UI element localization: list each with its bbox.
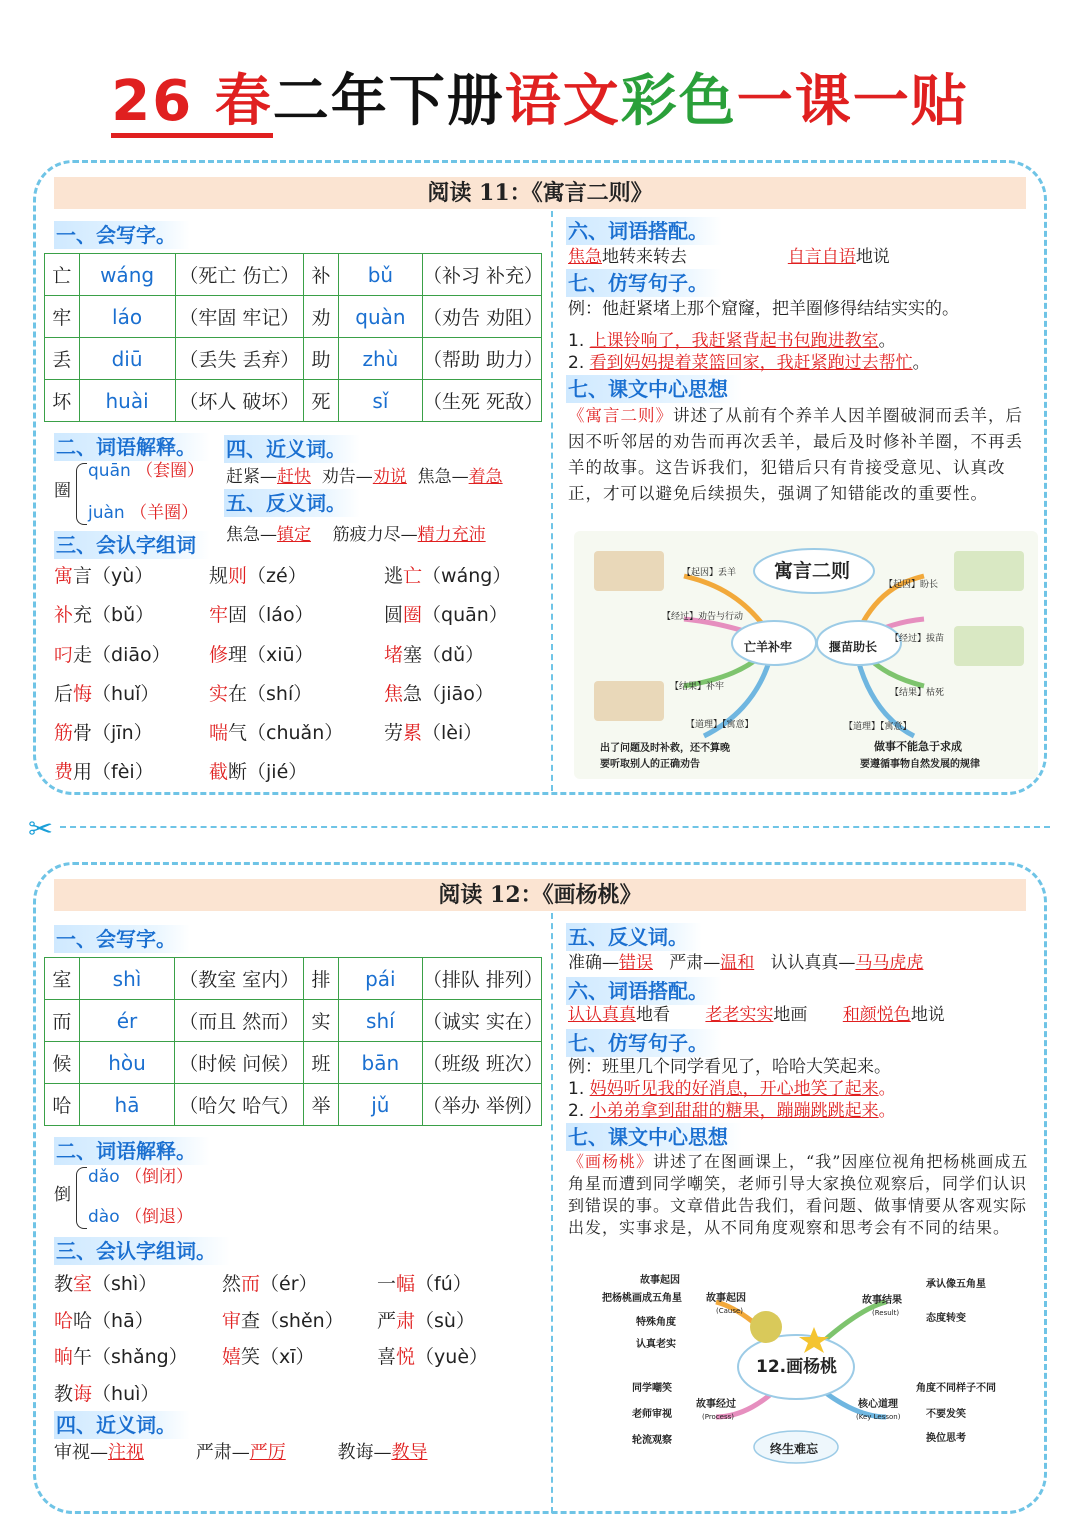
write-char: 牢	[45, 296, 80, 338]
recognize-word: 焦急（jiāo）	[384, 682, 494, 705]
l11-mm-title: 寓言二则	[774, 560, 851, 582]
l11-collocations: 焦急地转来转去 自言自语地说	[568, 247, 890, 267]
write-char: 补	[304, 254, 339, 296]
l11-antonyms: 焦急—镇定 筋疲力尽—精力充沛	[226, 525, 486, 545]
l12-idea: 《画杨桃》讲述了在图画课上，“我”因座位视角把杨桃画成五角星而遭到同学嘲笑，老师引导大家换位观察后，同学们认识到错误的事。文章借此告我们，看问题、做事情要从客观实际出发，实事求是，从不同角度观察和思考会有不同的结果。	[568, 1152, 1029, 1237]
l12-sentence-2: 2. 小弟弟拿到甜甜的糖果，蹦蹦跳跳起来。	[568, 1101, 896, 1121]
l12-mm-n6: 故事结果	[862, 1295, 902, 1306]
recognize-word: 哈哈（hā）	[54, 1309, 154, 1332]
recognize-word: 后悔（huǐ）	[54, 682, 160, 705]
recognize-word: 喜悦（yuè）	[377, 1346, 489, 1368]
l12-section-imitate: 七、仿写句子。	[566, 1029, 722, 1057]
write-words: （时候 问候）	[175, 1042, 304, 1084]
title-color: 彩色	[620, 69, 737, 134]
l12-mindmap	[586, 1267, 1006, 1467]
cut-line	[60, 826, 1050, 828]
write-pinyin: wáng	[79, 254, 175, 296]
write-char: 亡	[45, 254, 80, 296]
l11-mm-a1: 【起因】丢羊	[682, 568, 737, 578]
write-words: （生死 死敌）	[423, 380, 542, 422]
l12-mm-n4: 特殊角度	[636, 1317, 676, 1328]
l11-mm-a6: 要听取别人的正确劝告	[600, 759, 700, 770]
write-pinyin: hā	[79, 1084, 175, 1126]
l11-section-recognize: 三、会认字组词	[54, 531, 210, 559]
l12-mm-n9: 同学嘲笑	[632, 1383, 672, 1394]
write-words: （班级 班次）	[422, 1042, 541, 1084]
l12-mm-n5: 认真老实	[636, 1339, 676, 1350]
recognize-word: 寓言（yù）	[54, 565, 154, 587]
l11-mm-a2: 【经过】劝告与行动	[662, 612, 744, 622]
l12-section-write: 一、会写字。	[54, 925, 190, 953]
lesson-12-card	[33, 862, 1047, 1514]
write-char: 而	[45, 1000, 80, 1042]
l12-mm-n2: 故事起因	[706, 1293, 746, 1304]
write-words: （补习 补充）	[423, 254, 542, 296]
table-row	[45, 1084, 542, 1126]
write-pinyin: quàn	[338, 296, 422, 338]
scissors-icon: ✂	[28, 812, 54, 847]
recognize-word: 劳累（lèi）	[384, 722, 483, 745]
l12-mm-n11: 轮流观察	[632, 1435, 672, 1446]
table-row	[45, 380, 542, 422]
write-pinyin: huài	[79, 380, 175, 422]
l12-mm-n10: 老师审视	[632, 1409, 672, 1420]
write-pinyin: pái	[338, 958, 422, 1000]
write-char: 班	[304, 1042, 339, 1084]
recognize-word: 堵塞（dǔ）	[384, 643, 485, 666]
recognize-word: 教诲（huì）	[54, 1382, 160, 1405]
recognize-word: 筋骨（jīn）	[54, 722, 153, 745]
recognize-word: 严肃（sù）	[377, 1309, 475, 1332]
l12-antonyms: 准确—错误 严肃—温和 认认真真—马马虎虎	[568, 953, 924, 973]
recognize-word: 嬉笑（xī）	[222, 1346, 315, 1368]
l11-section-collocation: 六、词语搭配。	[566, 217, 722, 245]
recognize-word: 喘气（chuǎn）	[209, 722, 344, 745]
lesson-11-card	[33, 160, 1047, 795]
write-words: （牢固 牢记）	[175, 296, 304, 338]
l12-poly-2: dào （倒退）	[88, 1207, 194, 1227]
table-row	[45, 254, 542, 296]
l12-mm-n15: 不要发笑	[926, 1409, 966, 1420]
l12-section-collocation: 六、词语搭配。	[566, 977, 722, 1005]
recognize-word: 然而（ér）	[222, 1273, 318, 1295]
write-pinyin: zhù	[338, 338, 422, 380]
l12-mm-n14: 角度不同样子不同	[916, 1383, 996, 1394]
write-char: 死	[304, 380, 339, 422]
lesson-12-banner: 阅读 12：《画杨桃》	[54, 879, 1026, 911]
l12-mm-n2e: (Cause)	[716, 1307, 744, 1315]
recognize-word: 实在（shí）	[209, 682, 313, 705]
write-words: （排队 排列）	[422, 958, 541, 1000]
l12-recognize-grid	[54, 1269, 542, 1415]
l11-mm-center-2: 揠苗助长	[829, 640, 878, 654]
l12-poly-1: dǎo （倒闭）	[88, 1167, 194, 1187]
write-char: 排	[304, 958, 339, 1000]
recognize-word: 牢固（láo）	[209, 604, 314, 627]
l11-brace	[76, 463, 87, 525]
l12-mm-n7: 承认像五角星	[926, 1279, 986, 1290]
l12-mm-n3: 把杨桃画成五角星	[602, 1293, 682, 1304]
l12-section-antonym: 五、反义词。	[566, 923, 702, 951]
recognize-word: 教室（shì）	[54, 1273, 158, 1295]
write-words: （举办 举例）	[422, 1084, 541, 1126]
l12-mm-n6e: (Result)	[872, 1309, 900, 1317]
l11-mm-b2: 【经过】拔苗	[890, 634, 945, 644]
write-char: 哈	[45, 1084, 80, 1126]
table-row	[45, 338, 542, 380]
l12-synonyms: 审视—注视 严肃—严厉 教诲—教导	[54, 1442, 428, 1463]
recognize-word: 逃亡（wáng）	[384, 565, 512, 587]
l11-mm-center-1: 亡羊补牢	[744, 640, 793, 654]
l11-synonyms: 赶紧—赶快 劝告—劝说 焦急—着急	[226, 467, 503, 487]
l12-mm-title: 12.画杨桃	[756, 1357, 838, 1377]
l11-section-idea: 七、课文中心思想	[566, 375, 742, 403]
l11-mm-a5: 出了问题及时补救，还不算晚	[600, 743, 730, 754]
l11-mm-b5: 做事不能急于求成	[874, 740, 962, 753]
l11-poly-1: quān （套圈）	[88, 461, 205, 481]
l11-section-write: 一、会写字。	[54, 221, 190, 249]
recognize-word: 补充（bǔ）	[54, 604, 155, 627]
l11-poly-2: juàn （羊圈）	[88, 503, 199, 523]
l12-sentence-1: 1. 妈妈听见我的好消息，开心地笑了起来。	[568, 1079, 896, 1099]
l12-example: 例：班里几个同学看见了，哈哈大笑起来。	[568, 1057, 891, 1077]
l12-collocations: 认认真真地看 老老实实地画 和颜悦色地说	[568, 1005, 945, 1025]
write-pinyin: jǔ	[338, 1084, 422, 1126]
l11-sentence-1: 1. 上课铃响了，我赶紧背起书包跑进教室。	[568, 331, 896, 351]
l11-sentence-2: 2. 看到妈妈提着菜篮回家，我赶紧跑过去帮忙。	[568, 353, 930, 373]
recognize-word: 叼走（diāo）	[54, 643, 171, 666]
l11-write-table	[44, 253, 542, 422]
table-row	[45, 296, 542, 338]
recognize-word: 规则（zé）	[209, 565, 307, 587]
write-pinyin: diū	[79, 338, 175, 380]
l12-mm-n16: 换位思考	[926, 1433, 966, 1444]
l11-section-explain: 二、词语解释。	[54, 433, 210, 461]
l11-example: 例：他赶紧堵上那个窟窿，把羊圈修得结结实实的。	[568, 299, 959, 319]
title-subject: 语文	[504, 69, 621, 134]
recognize-word: 修理（xiū）	[209, 643, 314, 666]
write-pinyin: shí	[338, 1000, 422, 1042]
l12-mm-n12e: (Process)	[702, 1413, 735, 1421]
l11-mm-b1: 【起因】盼长	[884, 580, 939, 590]
l12-mm-n8: 态度转变	[926, 1313, 966, 1324]
l11-mm-a3: 【结果】补牢	[670, 682, 725, 692]
title-grade: 二年下册	[272, 69, 505, 134]
write-words: （教室 室内）	[175, 958, 304, 1000]
l12-section-recognize: 三、会认字组词。	[54, 1237, 230, 1265]
l11-mm-b4: 【道理】【寓意】	[844, 722, 912, 732]
write-char: 举	[304, 1084, 339, 1126]
write-words: （坏人 破坏）	[175, 380, 304, 422]
l11-recognize-grid	[54, 561, 549, 797]
recognize-word: 审查（shěn）	[222, 1309, 344, 1332]
write-pinyin: shì	[79, 958, 175, 1000]
write-char: 劝	[304, 296, 339, 338]
write-char: 丢	[45, 338, 80, 380]
l12-mm-n12: 故事经过	[696, 1399, 736, 1410]
write-words: （诚实 实在）	[422, 1000, 541, 1042]
write-char: 助	[304, 338, 339, 380]
l11-mm-b3: 【结果】枯死	[890, 688, 945, 698]
write-words: （丢失 丢弃）	[175, 338, 304, 380]
l12-mm-n1: 故事起因	[640, 1275, 680, 1286]
write-pinyin: hòu	[79, 1042, 175, 1084]
l12-mm-n13e: (Key Lesson)	[856, 1413, 901, 1421]
column-divider	[551, 913, 553, 1513]
l12-poly-char: 倒	[54, 1185, 71, 1205]
recognize-word: 晌午（shǎng）	[54, 1346, 188, 1368]
write-words: （而且 然而）	[175, 1000, 304, 1042]
l12-section-explain: 二、词语解释。	[54, 1137, 210, 1165]
lesson-11-banner: 阅读 11：《寓言二则》	[54, 177, 1026, 209]
write-char: 室	[45, 958, 80, 1000]
l11-section-antonym: 五、反义词。	[224, 489, 360, 517]
l12-section-synonym: 四、近义词。	[54, 1411, 190, 1439]
l11-mm-a4: 【道理】【寓意】	[686, 720, 754, 730]
l11-section-imitate: 七、仿写句子。	[566, 269, 722, 297]
table-row	[45, 1000, 542, 1042]
page-title	[0, 62, 1080, 142]
recognize-word: 一幅（fú）	[377, 1273, 472, 1295]
write-pinyin: sǐ	[338, 380, 422, 422]
write-words: （死亡 伤亡）	[175, 254, 304, 296]
write-words: （哈欠 哈气）	[175, 1084, 304, 1126]
l11-mm-b6: 要遵循事物自然发展的规律	[860, 759, 980, 770]
column-divider	[551, 211, 553, 791]
l12-brace	[76, 1167, 87, 1229]
l12-write-table	[44, 957, 542, 1126]
write-char: 候	[45, 1042, 80, 1084]
title-year: 26 春	[111, 71, 272, 138]
l12-mm-n17: 终生难忘	[770, 1442, 819, 1456]
recognize-word: 截断（jié）	[209, 761, 308, 784]
table-row	[45, 958, 542, 1000]
l11-section-synonym: 四、近义词。	[224, 435, 360, 463]
recognize-word: 圆圈（quān）	[384, 604, 508, 627]
write-pinyin: láo	[79, 296, 175, 338]
l11-mindmap	[574, 531, 1038, 779]
l12-section-idea: 七、课文中心思想	[566, 1123, 742, 1151]
write-words: （帮助 助力）	[423, 338, 542, 380]
write-words: （劝告 劝阻）	[423, 296, 542, 338]
write-pinyin: ér	[79, 1000, 175, 1042]
write-char: 实	[304, 1000, 339, 1042]
l11-idea: 《寓言二则》讲述了从前有个养羊人因羊圈破洞而丢羊，后因不听邻居的劝告而再次丢羊，最后及时修补羊圈，不再丢羊的故事。这告诉我们，犯错后只有肯接受意见、认真改正，才可以避免后续损失，强调了知错能改的重要性。	[568, 406, 1023, 503]
write-pinyin: bǔ	[338, 254, 422, 296]
title-tail: 一课一贴	[736, 69, 969, 134]
l12-mm-n13: 核心道理	[858, 1399, 898, 1410]
l11-poly-char: 圈	[54, 481, 71, 501]
write-pinyin: bān	[338, 1042, 422, 1084]
write-char: 坏	[45, 380, 80, 422]
recognize-word: 费用（fèi）	[54, 761, 154, 784]
table-row	[45, 1042, 542, 1084]
